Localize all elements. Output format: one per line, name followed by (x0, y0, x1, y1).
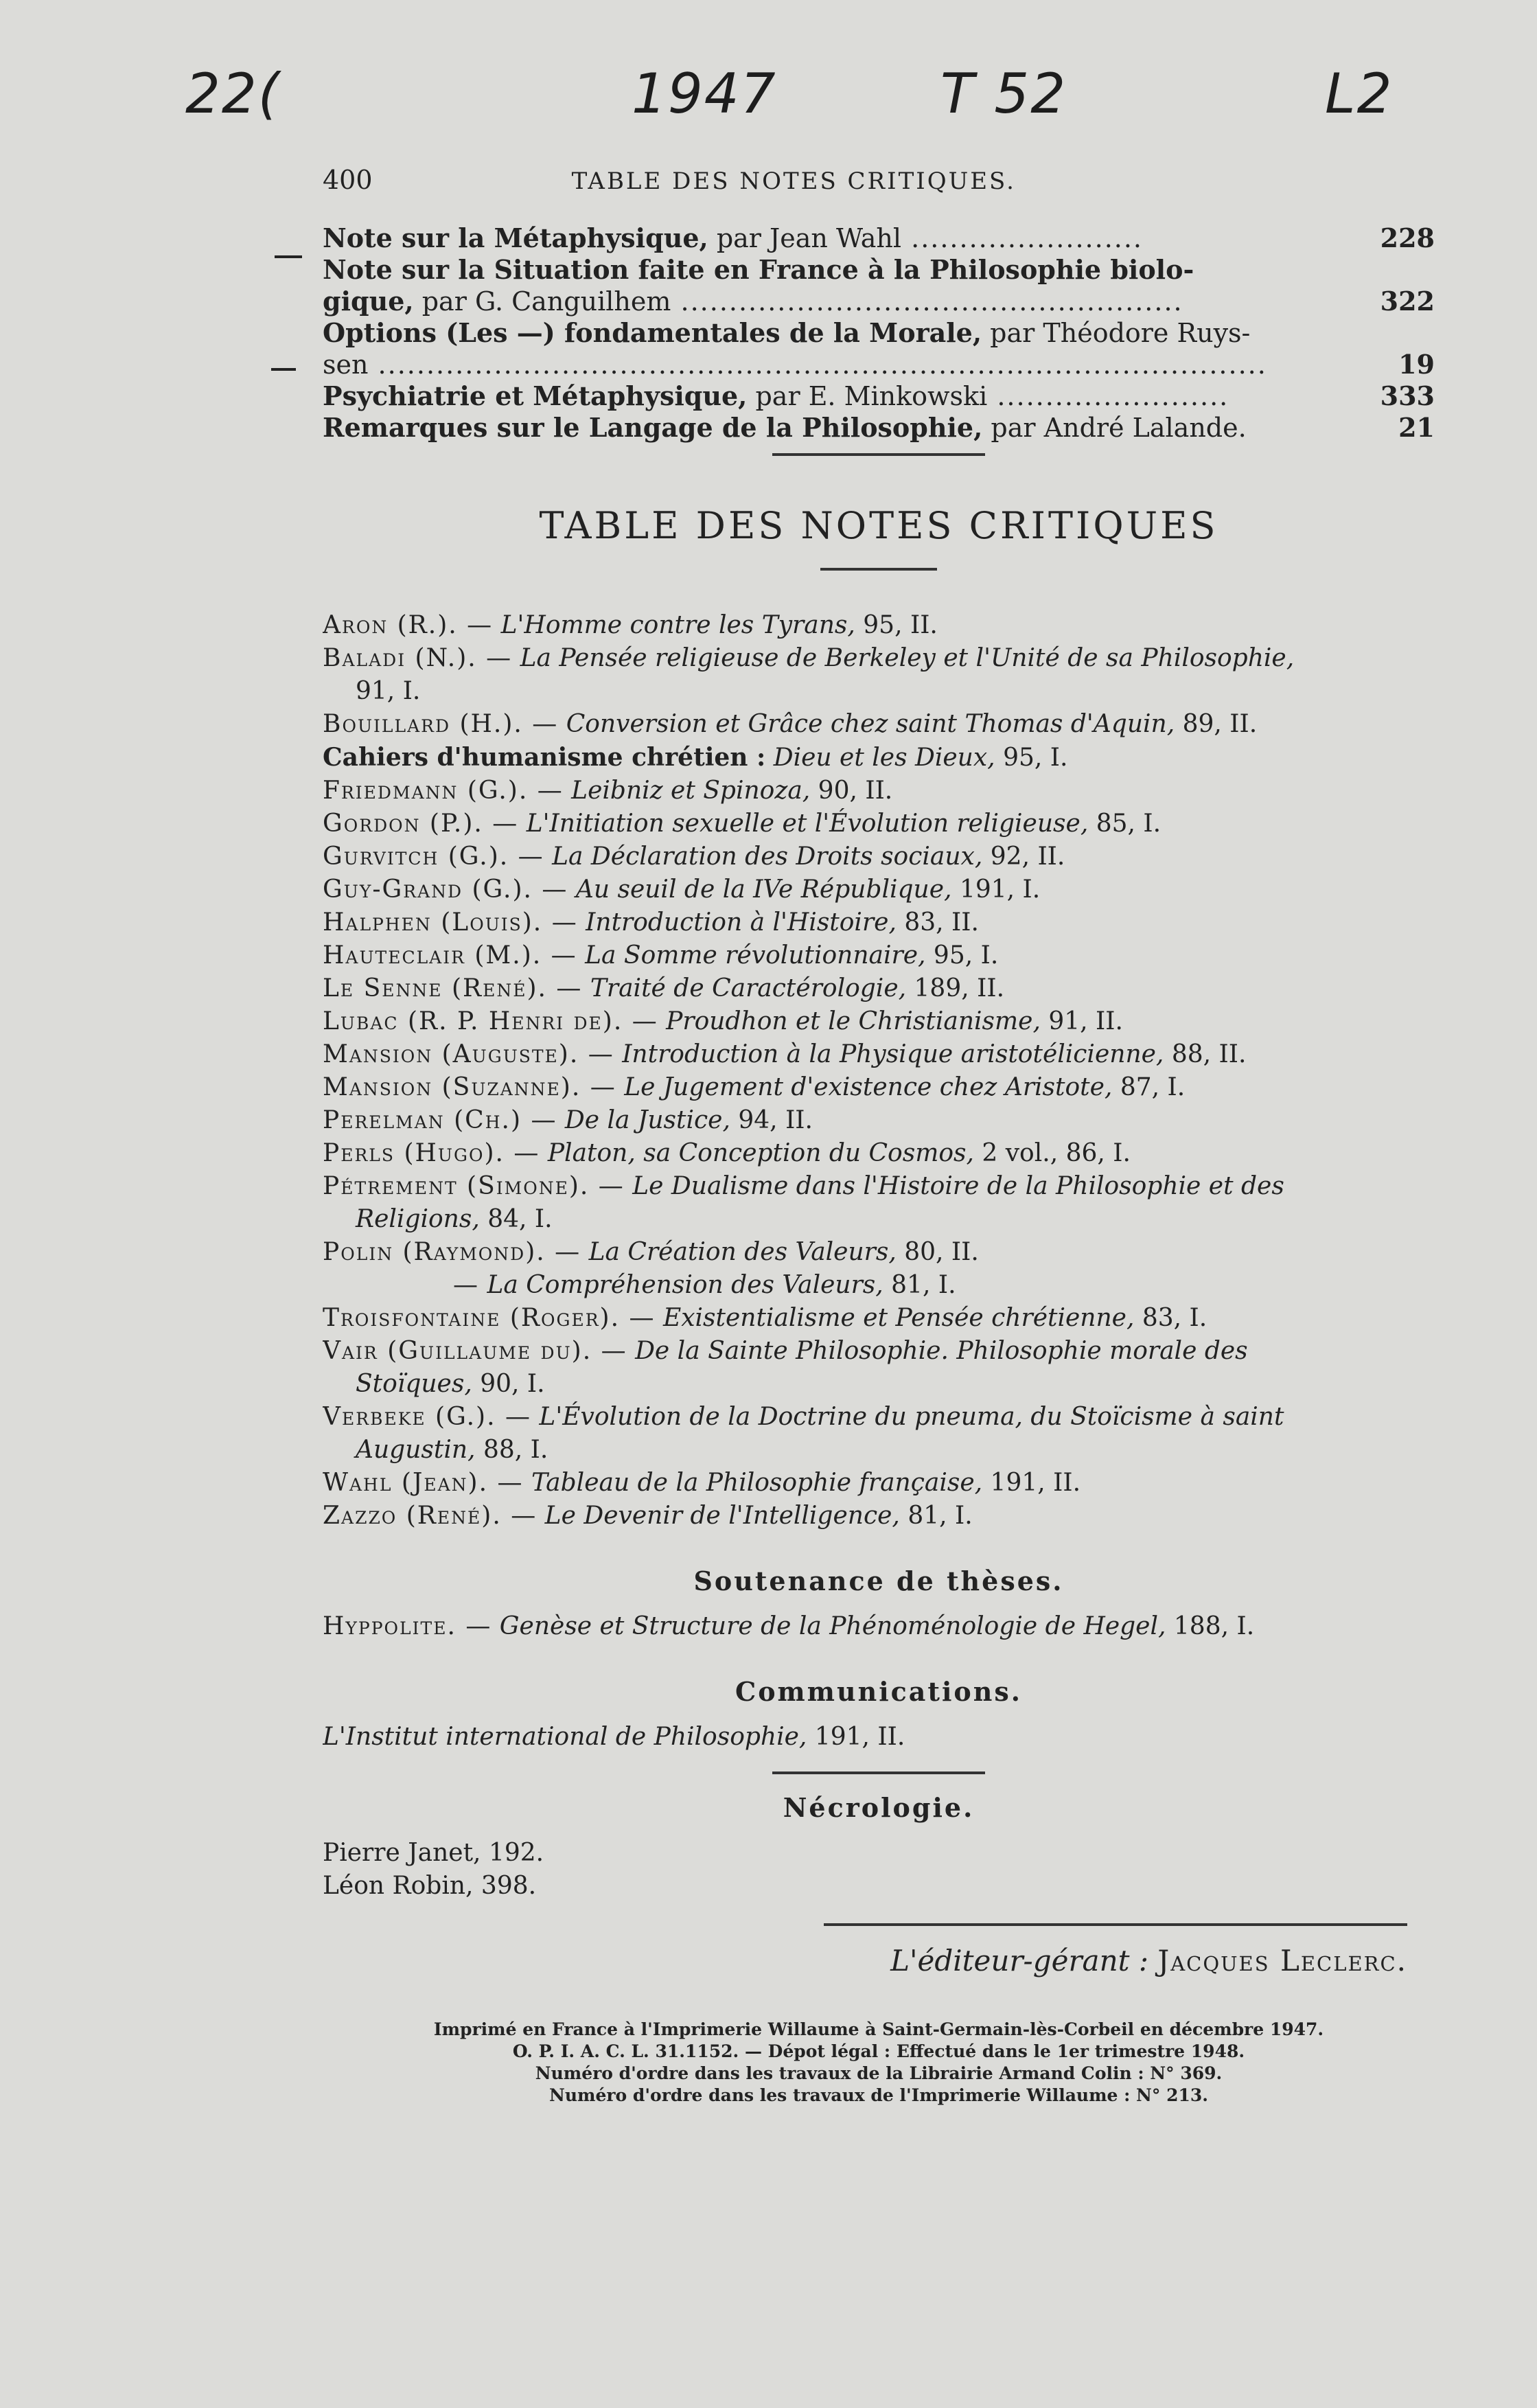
entry-author: Bouillard (H.). — (323, 710, 559, 738)
entry-work: Leibniz et Spinoza, (571, 777, 811, 805)
imprint-line: Imprimé en France à l'Imprimerie Willaume à Saint-Germain-lès-Corbeil en décembre 1947. (433, 2019, 1324, 2039)
entry-ref: 2 vol., 86, I. (982, 1139, 1131, 1167)
entry-work: La Déclaration des Droits sociaux, (552, 842, 983, 871)
entry-work: La Somme révolutionnaire, (585, 941, 926, 970)
entry-author: Vair (Guillaume du). — (323, 1337, 627, 1365)
critique-entry-continuation (323, 675, 1435, 708)
entry-author: Mansion (Auguste). — (323, 1040, 614, 1068)
critiques-list (323, 609, 1435, 1533)
entry-ref: 85, I. (1096, 810, 1162, 838)
entry-work: De la Sainte Philosophie. Philosophie morale des (635, 1337, 1248, 1365)
toc-author: sen (323, 349, 369, 380)
divider (824, 1923, 1407, 1926)
toc-title: Psychiatrie et Métaphysique, (323, 380, 748, 411)
toc-entry (323, 317, 1435, 349)
toc-list (323, 222, 1435, 444)
entry-ref: 80, II. (904, 1238, 979, 1266)
entry-work: La Compréhension des Valeurs, (487, 1271, 883, 1299)
entry-work: Introduction à la Physique aristotélicienne, (622, 1040, 1164, 1068)
toc-dots: ............................................................................................ (368, 349, 1267, 380)
entry-ref: 95, I. (933, 941, 999, 970)
entry-ref: 83, II. (904, 908, 979, 937)
entry-ref: 83, I. (1142, 1304, 1207, 1332)
entry-work: Platon, sa Conception du Cosmos, (547, 1139, 974, 1167)
critique-entry (323, 741, 1435, 775)
entry-work: Le Jugement d'existence chez Aristote, (624, 1073, 1113, 1101)
toc-page: 322 (1380, 286, 1435, 317)
critique-entry (323, 906, 1435, 939)
entry-author: Guy-Grand (G.). — (323, 875, 568, 904)
toc-page: 333 (1380, 380, 1435, 411)
entry-work: De la Justice, (564, 1106, 730, 1134)
entry-ref: 191, II. (814, 1723, 905, 1751)
toc-page: 228 (1380, 222, 1435, 253)
necrologie-list (323, 1837, 1435, 1903)
page-number: 400 (323, 165, 373, 195)
toc-entry (323, 254, 1435, 286)
editor-line (323, 1944, 1435, 1977)
entry-work: La Pensée religieuse de Berkeley et l'Unité de sa Philosophie, (520, 644, 1295, 672)
entry-work: L'Initiation sexuelle et l'Évolution religieuse, (526, 810, 1089, 838)
critique-entry-continuation (323, 1434, 1435, 1467)
divider (820, 568, 937, 571)
entry-author: Gurvitch (G.). — (323, 842, 544, 871)
entry-ref: 191, I. (959, 875, 1041, 904)
entry-work: Genèse et Structure de la Phénoménologie de Hegel, (499, 1612, 1166, 1640)
imprint (323, 2019, 1435, 2107)
entry-ref: 91, II. (1048, 1007, 1123, 1035)
margin-mark (271, 368, 296, 371)
entry-author: Troisfontaine (Roger). — (323, 1304, 656, 1332)
entry-ref: 89, II. (1182, 710, 1258, 738)
toc-title: Options (Les —) fondamentales de la Morale, (323, 317, 982, 348)
entry-work: L'Évolution de la Doctrine du pneuma, du Stoïcisme à saint (539, 1403, 1284, 1431)
toc-entry (323, 380, 1435, 412)
entry-ref: 88, II. (1171, 1040, 1247, 1068)
entry-work: Conversion et Grâce chez saint Thomas d'Aquin, (566, 710, 1175, 738)
handwritten-code: T 52 (940, 62, 1067, 126)
entry-work: L'Homme contre les Tyrans, (500, 611, 855, 639)
entry-author: Aron (R.). — (323, 611, 494, 639)
entry-ref: 92, II. (990, 842, 1065, 871)
communications-heading: Communications. (735, 1676, 1023, 1707)
critique-entry (323, 972, 1435, 1005)
communications-entry (323, 1721, 1435, 1754)
critique-entry (323, 609, 1435, 642)
critique-entry (323, 775, 1435, 807)
entry-work: Le Dualisme dans l'Histoire de la Philosophie et des (632, 1172, 1284, 1200)
running-title: TABLE DES NOTES CRITIQUES. (571, 168, 1016, 195)
entry-ref: 87, I. (1120, 1073, 1186, 1101)
entry-work: La Création des Valeurs, (588, 1238, 897, 1266)
entry-ref: 91, I. (356, 677, 421, 705)
page (323, 165, 1435, 2107)
entry-ref: 84, I. (487, 1205, 553, 1233)
toc-author: par Jean Wahl (716, 223, 902, 253)
entry-work: Augustin, (356, 1436, 476, 1464)
entry-author: Zazzo (René). — (323, 1502, 538, 1530)
running-header (323, 165, 1435, 195)
toc-author: par André Lalande. (991, 413, 1247, 443)
toc-page: 21 (1398, 412, 1435, 443)
entry-ref: 81, I. (908, 1502, 973, 1530)
critique-entry (323, 1170, 1435, 1203)
main-title: TABLE DES NOTES CRITIQUES (539, 504, 1218, 547)
toc-author: par G. Canguilhem (421, 286, 671, 317)
entry-author: Wahl (Jean). — (323, 1469, 524, 1497)
entry-author: Gordon (P.). — (323, 810, 519, 838)
entry-work: Dieu et les Dieux, (773, 744, 995, 772)
soutenance-entry (323, 1610, 1435, 1643)
entry-author: Cahiers d'humanisme chrétien : (323, 743, 766, 772)
entry-author: Baladi (N.). — (323, 644, 513, 672)
toc-entry (323, 412, 1435, 444)
critique-entry-continuation (323, 1203, 1435, 1236)
toc-dots: .................................................... (671, 286, 1183, 317)
critique-entry (323, 1104, 1435, 1137)
entry-work: Existentialisme et Pensée chrétienne, (662, 1304, 1135, 1332)
entry-work: Proudhon et le Christianisme, (666, 1007, 1041, 1035)
handwritten-year: 1947 (632, 62, 777, 126)
entry-author: Halphen (Louis). — (323, 908, 578, 937)
necrologie-entry: Pierre Janet, 192. (323, 1839, 544, 1867)
entry-ref: 90, I. (480, 1370, 545, 1398)
toc-title: Remarques sur le Langage de la Philosophie, (323, 412, 983, 443)
entry-author: — (453, 1271, 479, 1299)
entry-author: Hautеclair (M.). — (323, 941, 577, 970)
critique-entry (323, 1467, 1435, 1500)
entry-author: Polin (Raymond). — (323, 1238, 581, 1266)
toc-entry (323, 349, 1435, 380)
entry-work: Tableau de la Philosophie française, (531, 1469, 983, 1497)
entry-author: Perls (Hugo). — (323, 1139, 540, 1167)
imprint-line: O. P. I. A. C. L. 31.1152. — Dépot légal : Effectué dans le 1er trimestre 1948. (512, 2041, 1245, 2061)
imprint-line: Numéro d'ordre dans les travaux de la Librairie Armand Colin : N° 369. (535, 2063, 1223, 2083)
critique-entry (323, 1038, 1435, 1071)
entry-author: Verbeke (G.). — (323, 1403, 531, 1431)
margin-mark (275, 255, 302, 258)
entry-ref: 88, I. (483, 1436, 548, 1464)
divider (772, 1771, 985, 1774)
entry-author: Le Senne (René). — (323, 974, 583, 1002)
entry-ref: 95, I. (1003, 744, 1068, 772)
toc-title: Note sur la Métaphysique, (323, 222, 708, 253)
toc-entry (323, 222, 1435, 254)
toc-author: par Théodore Ruys- (990, 318, 1251, 348)
divider (772, 453, 985, 456)
necrologie-heading: Nécrologie. (783, 1792, 975, 1823)
entry-ref: 81, I. (891, 1271, 956, 1299)
entry-ref: 95, II. (863, 611, 938, 639)
toc-dots: ........................ (901, 223, 1144, 253)
critique-entry (323, 1401, 1435, 1434)
critique-entry (323, 1302, 1435, 1335)
entry-author: Mansion (Suzanne). — (323, 1073, 616, 1101)
critique-entry (323, 1137, 1435, 1170)
toc-entry (323, 286, 1435, 317)
critique-entry (323, 807, 1435, 840)
entry-work: Le Devenir de l'Intelligence, (544, 1502, 900, 1530)
entry-author: Friedmann (G.). — (323, 777, 564, 805)
critique-entry (323, 873, 1435, 906)
critique-entry (323, 1005, 1435, 1038)
toc-author: par E. Minkowski (755, 381, 988, 411)
critique-entry (323, 1071, 1435, 1104)
entry-author: Hyppolite. — (323, 1612, 492, 1640)
entry-ref: 94, II. (738, 1106, 813, 1134)
toc-title: gique, (323, 286, 414, 317)
critique-entry (323, 1500, 1435, 1533)
critique-entry (323, 1335, 1435, 1368)
entry-work: Traité de Caractérologie, (590, 974, 907, 1002)
entry-author: Pétrement (Simone). — (323, 1172, 625, 1200)
toc-page: 19 (1398, 349, 1435, 380)
critique-entry (323, 1269, 1435, 1302)
entry-work: Stoïques, (356, 1370, 472, 1398)
entry-ref: 189, II. (914, 974, 1005, 1002)
soutenance-heading: Soutenance de thèses. (693, 1566, 1064, 1596)
critique-entry (323, 642, 1435, 675)
toc-dots: ........................ (987, 381, 1229, 411)
entry-ref: 188, I. (1173, 1612, 1255, 1640)
critique-entry (323, 840, 1435, 873)
entry-work: L'Institut international de Philosophie, (323, 1723, 807, 1751)
entry-author: Lubac (R. P. Henri de). — (323, 1007, 658, 1035)
toc-title: Note sur la Situation faite en France à la Philosophie biolo- (323, 254, 1194, 285)
entry-author: Perelman (Ch.) — (323, 1106, 557, 1134)
critique-entry (323, 708, 1435, 741)
handwritten-mark-right: L2 (1325, 62, 1394, 126)
critique-entry-continuation (323, 1368, 1435, 1401)
critique-entry (323, 939, 1435, 972)
imprint-line: Numéro d'ordre dans les travaux de l'Imprimerie Willaume : N° 213. (548, 2085, 1209, 2105)
editor-name: Jacques Leclerc. (1157, 1944, 1407, 1977)
entry-work: Introduction à l'Histoire, (586, 908, 897, 937)
entry-ref: 90, II. (818, 777, 893, 805)
entry-work: Religions, (356, 1205, 480, 1233)
necrologie-entry: Léon Robin, 398. (323, 1872, 537, 1900)
entry-work: Au seuil de la IVe République, (575, 875, 952, 904)
editor-label: L'éditeur-gérant : (890, 1944, 1149, 1977)
critique-entry (323, 1236, 1435, 1269)
entry-ref: 191, II. (990, 1469, 1081, 1497)
handwritten-mark-left: 22( (185, 62, 281, 126)
